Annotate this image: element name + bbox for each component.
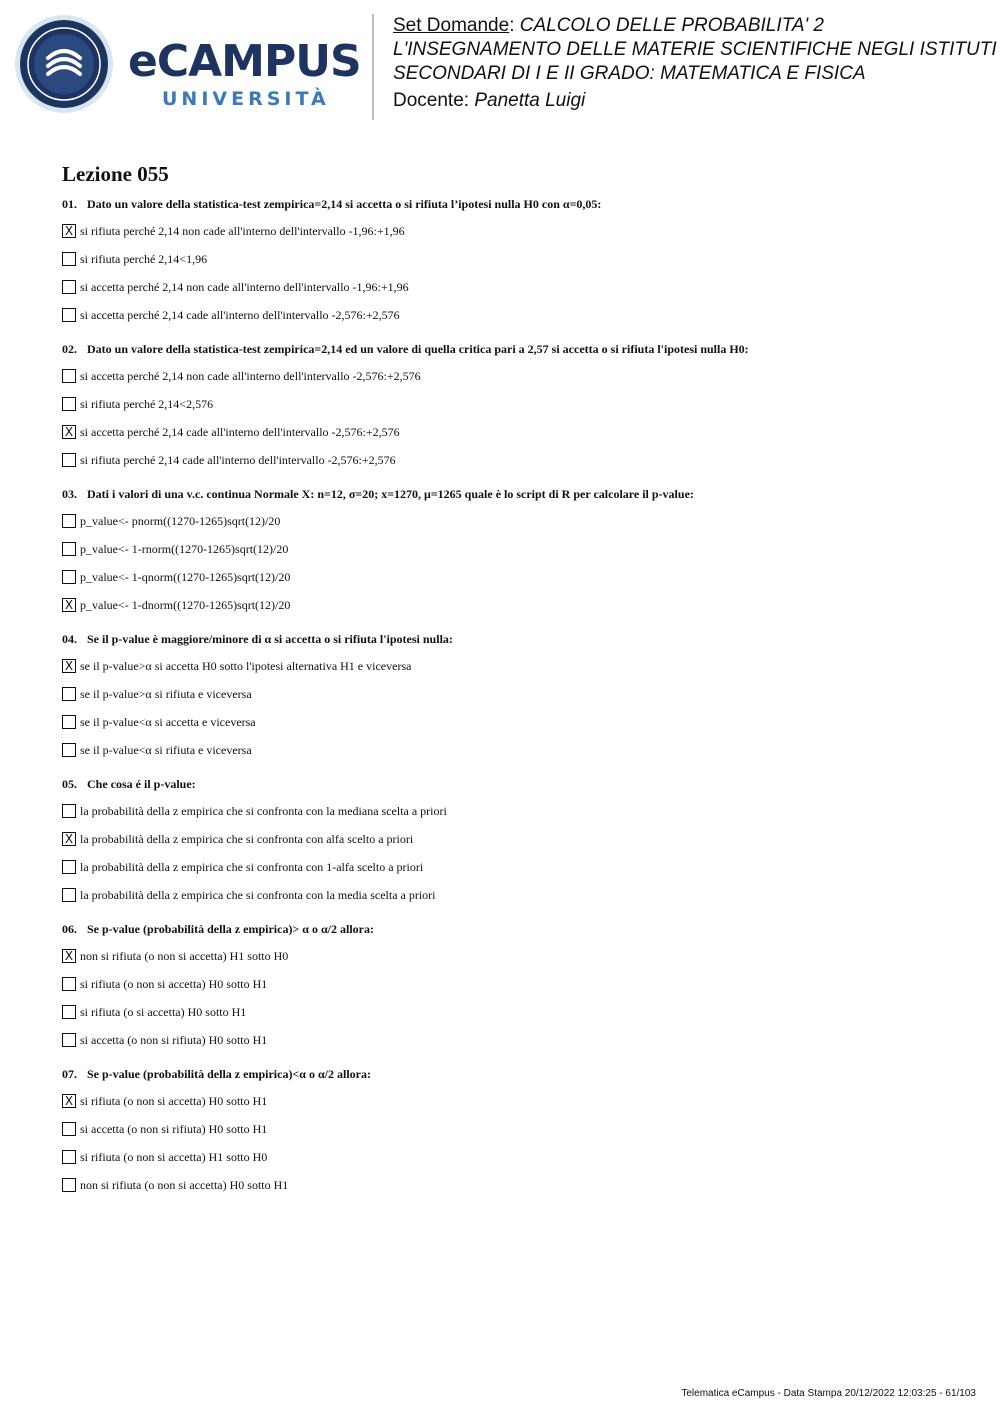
question-text	[62, 921, 982, 937]
answer-checkbox[interactable]	[62, 1005, 76, 1019]
course-line-1: L'INSEGNAMENTO DELLE MATERIE SCIENTIFICHE NEGLI ISTITUTI	[393, 39, 997, 60]
answer-checkbox[interactable]	[62, 804, 76, 818]
answer-checkbox[interactable]	[62, 280, 76, 294]
answer-option[interactable]	[62, 1087, 982, 1115]
question-02	[62, 341, 982, 474]
logo-wordmark: eCAMPUS	[128, 36, 361, 87]
answer-checkbox[interactable]	[62, 1150, 76, 1164]
answer-text: p_value<- 1-rnorm((1270-1265)sqrt(12)/20	[80, 541, 289, 556]
answer-checkbox[interactable]	[62, 308, 76, 322]
answer-option[interactable]	[62, 825, 982, 853]
answer-text: p_value<- pnorm((1270-1265)sqrt(12)/20	[80, 513, 281, 528]
answer-checkbox[interactable]	[62, 542, 76, 556]
answer-text: la probabilità della z empirica che si confronta con 1-alfa scelto a priori	[80, 859, 424, 874]
question-03	[62, 486, 982, 619]
lesson-title: Lezione 055	[62, 162, 169, 186]
answer-text: si accetta perché 2,14 non cade all'interno dell'intervallo -1,96:+1,96	[80, 279, 409, 294]
answer-checkbox[interactable]	[62, 252, 76, 266]
answer-checkbox[interactable]: X	[62, 598, 76, 612]
header-divider	[372, 14, 374, 120]
answer-option[interactable]	[62, 563, 982, 591]
answer-text: si accetta perché 2,14 non cade all'interno dell'intervallo -2,576:+2,576	[80, 368, 421, 383]
answer-text: p_value<- 1-dnorm((1270-1265)sqrt(12)/20	[80, 597, 291, 612]
question-number: 02.	[62, 342, 77, 356]
question-number: 07.	[62, 1067, 77, 1081]
answer-checkbox[interactable]	[62, 514, 76, 528]
question-07	[62, 1066, 982, 1199]
question-06	[62, 921, 982, 1054]
answer-text: p_value<- 1-qnorm((1270-1265)sqrt(12)/20	[80, 569, 291, 584]
question-05	[62, 776, 982, 909]
answer-option[interactable]	[62, 507, 982, 535]
answer-text: si accetta perché 2,14 cade all'interno dell'intervallo -2,576:+2,576	[80, 307, 400, 322]
answer-option[interactable]	[62, 591, 982, 619]
answer-text: se il p-value<α si rifiuta e viceversa	[80, 742, 252, 757]
answer-option[interactable]	[62, 970, 982, 998]
answer-checkbox[interactable]	[62, 1033, 76, 1047]
answer-option[interactable]	[62, 942, 982, 970]
answer-option[interactable]	[62, 217, 982, 245]
answer-checkbox[interactable]	[62, 977, 76, 991]
question-number: 01.	[62, 197, 77, 211]
question-text	[62, 486, 982, 502]
question-01	[62, 196, 982, 329]
answer-checkbox[interactable]	[62, 888, 76, 902]
answer-checkbox[interactable]	[62, 369, 76, 383]
question-prompt: Se p-value (probabilità della z empirica)<α o α/2 allora:	[87, 1067, 371, 1081]
answer-text: non si rifiuta (o non si accetta) H1 sotto H0	[80, 948, 289, 963]
answer-checkbox[interactable]: X	[62, 1094, 76, 1108]
answer-text: si rifiuta perché 2,14<2,576	[80, 396, 214, 411]
page-header	[0, 0, 1000, 130]
answer-checkbox[interactable]	[62, 453, 76, 467]
answer-checkbox[interactable]	[62, 687, 76, 701]
answer-option[interactable]	[62, 301, 982, 329]
answer-option[interactable]	[62, 1026, 982, 1054]
set-title: CALCOLO DELLE PROBABILITA' 2	[519, 15, 824, 36]
answer-option[interactable]	[62, 245, 982, 273]
answer-checkbox[interactable]	[62, 1178, 76, 1192]
question-text	[62, 196, 982, 212]
answer-text: la probabilità della z empirica che si confronta con la mediana scelta a priori	[80, 803, 447, 818]
docente-label: Docente:	[393, 90, 470, 111]
answer-text: si rifiuta perché 2,14<1,96	[80, 251, 208, 266]
answer-checkbox[interactable]: X	[62, 224, 76, 238]
answer-option[interactable]	[62, 362, 982, 390]
question-list	[62, 196, 982, 1199]
question-text	[62, 776, 982, 792]
answer-checkbox[interactable]: X	[62, 659, 76, 673]
answer-option[interactable]	[62, 797, 982, 825]
question-prompt: Se il p-value è maggiore/minore di α si accetta o si rifiuta l'ipotesi nulla:	[87, 632, 453, 646]
answer-checkbox[interactable]	[62, 1122, 76, 1136]
answer-checkbox[interactable]: X	[62, 425, 76, 439]
answer-text: se il p-value>α si rifiuta e viceversa	[80, 686, 252, 701]
question-prompt: Se p-value (probabilità della z empirica)> α o α/2 allora:	[87, 922, 374, 936]
header-info: Set Domande: CALCOLO DELLE PROBABILITA' 2 L'INSEGNAMENTO DELLE MATERIE SCIENTIFICHE NEGLI ISTITUTI SECONDARI DI I E II GRADO: MATEMATICA E FISICA Docente: Panetta Luigi	[393, 15, 997, 111]
question-prompt: Che cosa é il p-value:	[87, 777, 196, 791]
answer-text: si rifiuta (o non si accetta) H0 sotto H1	[80, 1093, 268, 1108]
answer-option[interactable]	[62, 708, 982, 736]
answer-checkbox[interactable]	[62, 570, 76, 584]
answer-option[interactable]	[62, 853, 982, 881]
question-number: 05.	[62, 777, 77, 791]
answer-option[interactable]	[62, 1115, 982, 1143]
answer-text: si rifiuta perché 2,14 cade all'interno dell'intervallo -2,576:+2,576	[80, 452, 396, 467]
answer-text: la probabilità della z empirica che si confronta con alfa scelto a priori	[80, 831, 414, 846]
question-number: 03.	[62, 487, 77, 501]
answer-checkbox[interactable]: X	[62, 832, 76, 846]
answer-text: si rifiuta (o non si accetta) H1 sotto H0	[80, 1149, 268, 1164]
answer-text: non si rifiuta (o non si accetta) H0 sotto H1	[80, 1177, 289, 1192]
answer-option[interactable]	[62, 881, 982, 909]
answer-text: se il p-value<α si accetta e viceversa	[80, 714, 256, 729]
answer-text: si accetta (o non si rifiuta) H0 sotto H1	[80, 1032, 268, 1047]
answer-option[interactable]	[62, 1143, 982, 1171]
set-label: Set Domande	[393, 15, 510, 36]
answer-option[interactable]	[62, 736, 982, 764]
answer-option[interactable]	[62, 390, 982, 418]
answer-text: la probabilità della z empirica che si confronta con la media scelta a priori	[80, 887, 436, 902]
answer-option[interactable]	[62, 535, 982, 563]
docente-name: Panetta Luigi	[474, 90, 586, 111]
course-line-2: SECONDARI DI I E II GRADO: MATEMATICA E FISICA	[393, 63, 866, 84]
answer-text: si accetta (o non si rifiuta) H0 sotto H1	[80, 1121, 268, 1136]
answer-option[interactable]	[62, 273, 982, 301]
question-04	[62, 631, 982, 764]
answer-option[interactable]	[62, 446, 982, 474]
lesson-content	[62, 160, 982, 1199]
answer-text: si accetta perché 2,14 cade all'interno dell'intervallo -2,576:+2,576	[80, 424, 400, 439]
answer-text: se il p-value>α si accetta H0 sotto l'ipotesi alternativa H1 e viceversa	[80, 658, 412, 673]
answer-option[interactable]	[62, 680, 982, 708]
question-prompt: Dato un valore della statistica-test zempirica=2,14 si accetta o si rifiuta l’ipotesi nulla H0 con α=0,05:	[87, 197, 602, 211]
answer-text: si rifiuta (o non si accetta) H0 sotto H1	[80, 976, 268, 991]
answer-checkbox[interactable]	[62, 743, 76, 757]
answer-option[interactable]	[62, 652, 982, 680]
print-footer: Telematica eCampus - Data Stampa 20/12/2022 12:03:25 - 61/103	[681, 1388, 976, 1399]
question-number: 06.	[62, 922, 77, 936]
question-text	[62, 631, 982, 647]
answer-text: si rifiuta (o si accetta) H0 sotto H1	[80, 1004, 247, 1019]
answer-checkbox[interactable]	[62, 715, 76, 729]
answer-checkbox[interactable]	[62, 860, 76, 874]
question-prompt: Dati i valori di una v.c. continua Normale X: n=12, σ=20; x=1270, μ=1265 quale è lo script di R per calcolare il p-value:	[87, 487, 694, 501]
question-text	[62, 1066, 982, 1082]
answer-option[interactable]	[62, 1171, 982, 1199]
question-number: 04.	[62, 632, 77, 646]
ecampus-logo-icon	[14, 14, 114, 114]
logo-subtitle: UNIVERSITÀ	[162, 88, 330, 110]
answer-checkbox[interactable]: X	[62, 949, 76, 963]
answer-option[interactable]	[62, 418, 982, 446]
question-text	[62, 341, 982, 357]
answer-option[interactable]	[62, 998, 982, 1026]
question-prompt: Dato un valore della statistica-test zempirica=2,14 ed un valore di quella critica pari a 2,57 si accetta o si rifiuta l'ipotesi nulla H0:	[87, 342, 749, 356]
answer-checkbox[interactable]	[62, 397, 76, 411]
answer-text: si rifiuta perché 2,14 non cade all'interno dell'intervallo -1,96:+1,96	[80, 223, 405, 238]
